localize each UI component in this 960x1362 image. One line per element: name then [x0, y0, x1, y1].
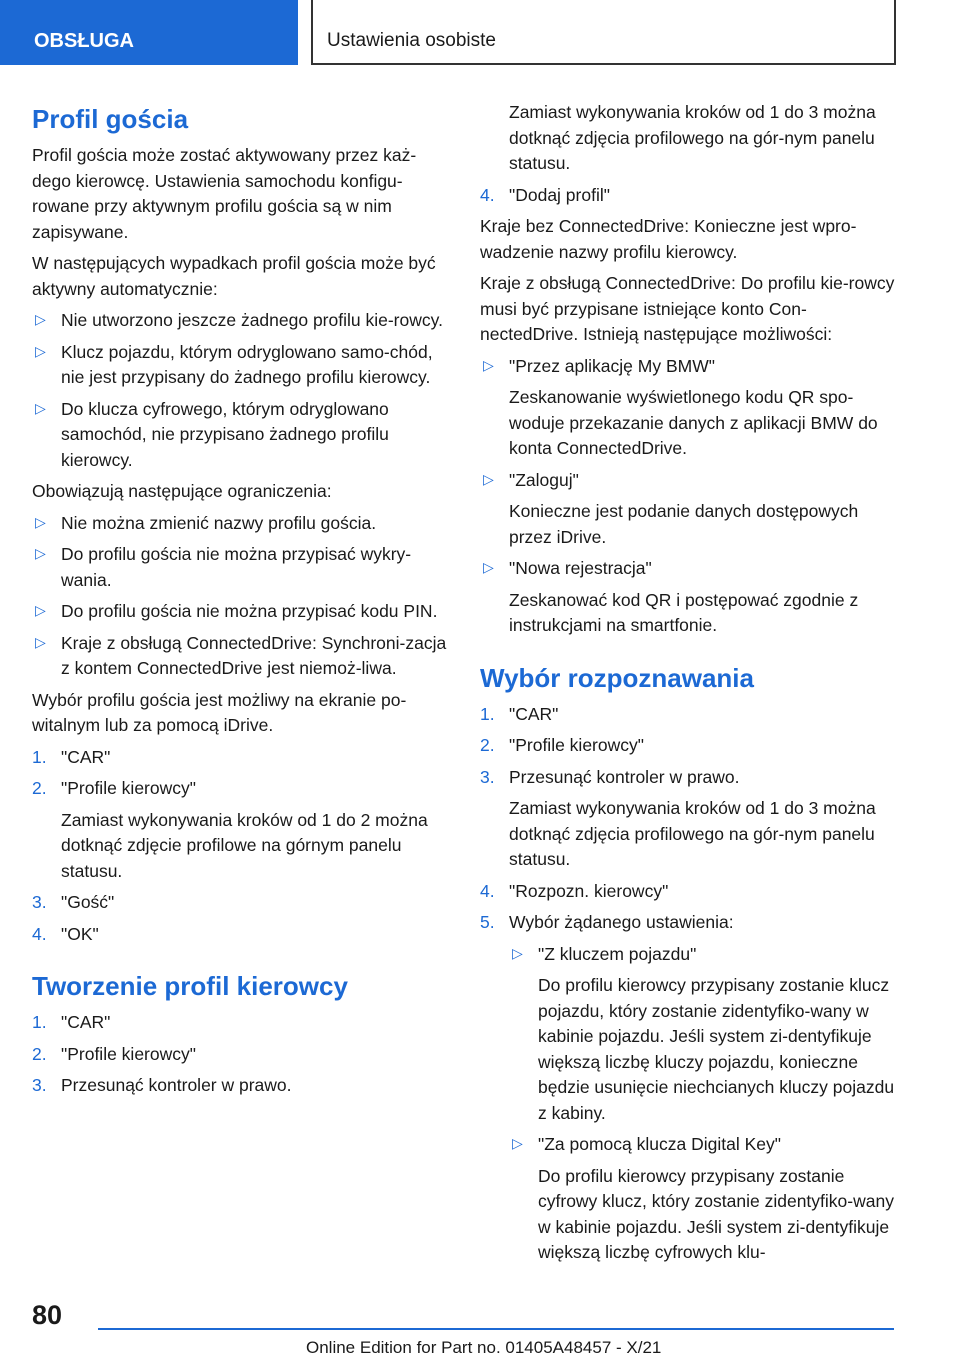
page-number: 80	[32, 1300, 63, 1330]
triangle-right-icon: ▷	[483, 356, 494, 373]
triangle-right-icon: ▷	[512, 1135, 523, 1151]
step-item: 2. "Profile kierowcy"	[480, 735, 644, 755]
list-item: ▷ Nie można zmienić nazwy profilu gościa.	[32, 511, 452, 537]
paragraph: Profil gościa może zostać aktywowany przez każ-dego kierowcę. Ustawienia samochodu konfigu-rowane przy aktywnym profilu gościa są w nim zapisywane.	[32, 145, 417, 242]
step-item: 4. "Dodaj profil"	[480, 184, 610, 205]
step-note: Zamiast wykonywania kroków od 1 do 3 można dotknąć zdjęcia profilowego na gór-nym panelu statusu.	[509, 798, 876, 869]
step-item: 4. "Rozpozn. kierowcy"	[480, 880, 669, 901]
list-item: ▷ "Przez aplikację My BMW"	[480, 354, 900, 380]
step-item: 3. Przesunąć kontroler w prawo.	[32, 1075, 292, 1095]
heading-recognition: Wybór rozpoznawania	[480, 662, 754, 693]
heading-create-profile: Tworzenie profil kierowcy	[32, 971, 348, 1001]
step-item: 1. "CAR"	[32, 746, 111, 767]
paragraph: Kraje z obsługą ConnectedDrive: Do profilu kie-rowcy musi być przypisane istniejące konto Con-nectedDrive. Istnieją następujące możliwości:	[480, 273, 895, 344]
triangle-right-icon: ▷	[35, 602, 46, 618]
triangle-right-icon: ▷	[483, 559, 494, 575]
option-description: Do profilu kierowcy przypisany zostanie klucz pojazdu, który zostanie zidentyfiko-wany w kabinie pojazdu. Jeśli system zi-dentyfikuje większą liczbę kluczy pojazdu, konieczne będzie usunięcie niechcianych kluczy pojazdu z kabiny.	[538, 975, 895, 1123]
triangle-right-icon: ▷	[35, 311, 46, 327]
step-item: 3. "Gość"	[32, 892, 115, 912]
step-item: 3. Przesunąć kontroler w prawo.	[480, 766, 740, 787]
option-description: Zeskanować kod QR i postępować zgodnie z instrukcjami na smartfonie.	[509, 589, 859, 635]
list-item: ▷ "Z kluczem pojazdu"	[509, 942, 900, 968]
triangle-right-icon: ▷	[483, 470, 494, 487]
list-item: ▷ Nie utworzono jeszcze żadnego profilu kie-rowcy.	[32, 308, 452, 334]
list-item: ▷ "Nowa rejestracja"	[480, 556, 900, 582]
step-item: 2. "Profile kierowcy"	[32, 778, 196, 798]
triangle-right-icon: ▷	[35, 633, 46, 650]
step-item: 1. "CAR"	[480, 703, 559, 724]
paragraph: Kraje bez ConnectedDrive: Konieczne jest wpro-wadzenie nazwy profilu kierowcy.	[480, 216, 857, 262]
option-description: Zeskanowanie wyświetlonego kodu QR spo-woduje przekazanie danych z aplikacji BMW do konta ConnectedDrive.	[509, 387, 878, 458]
step-item: 5. Wybór żądanego ustawienia:	[480, 912, 734, 932]
step-item: 4. "OK"	[32, 923, 99, 944]
right-column	[480, 100, 900, 1272]
triangle-right-icon: ▷	[35, 513, 46, 530]
list-item: ▷ Klucz pojazdu, którym odryglowano samo-chód, nie jest przypisany do żadnego profilu kierowcy.	[32, 340, 452, 391]
triangle-right-icon: ▷	[512, 944, 523, 961]
section-title: Ustawienia osobiste	[311, 0, 896, 65]
step-note: Zamiast wykonywania kroków od 1 do 3 można dotknąć zdjęcia profilowego na gór-nym panelu statusu.	[509, 102, 876, 173]
list-item: ▷ Kraje z obsługą ConnectedDrive: Synchroni-zacja z kontem ConnectedDrive jest niemoż-liwa.	[32, 631, 452, 682]
step-note: Zamiast wykonywania kroków od 1 do 2 można dotknąć zdjęcie profilowe na górnym panelu statusu.	[61, 809, 428, 881]
step-item: 1. "CAR"	[32, 1012, 111, 1032]
paragraph: W następujących wypadkach profil gościa może być aktywny automatycznie:	[32, 253, 436, 299]
triangle-right-icon: ▷	[35, 545, 46, 561]
paragraph: Wybór profilu gościa jest możliwy na ekranie po-witalnym lub za pomocą iDrive.	[32, 689, 407, 735]
edition-footer: Online Edition for Part no. 01405A48457 - X/21	[306, 1338, 662, 1357]
triangle-right-icon: ▷	[35, 342, 46, 359]
list-item: ▷ "Zaloguj"	[480, 468, 900, 494]
option-description: Do profilu kierowcy przypisany zostanie cyfrowy klucz, który zostanie zidentyfiko-wany w kabinie pojazdu. Jeśli system zi-dentyfikuje większą liczbę cyfrowych klu-	[538, 1165, 894, 1262]
list-item: ▷ "Za pomocą klucza Digital Key"	[509, 1132, 900, 1158]
heading-guest-profile: Profil gościa	[32, 104, 189, 134]
triangle-right-icon: ▷	[35, 399, 46, 416]
option-description: Konieczne jest podanie danych dostępowych przez iDrive.	[509, 501, 859, 547]
section-tab: OBSŁUGA	[0, 0, 298, 65]
list-item: ▷ Do klucza cyfrowego, którym odryglowano samochód, nie przypisano żadnego profilu kierowcy.	[32, 397, 452, 474]
step-item: 2. "Profile kierowcy"	[32, 1043, 196, 1064]
paragraph: Obowiązują następujące ograniczenia:	[32, 481, 332, 501]
footer-divider	[98, 1328, 894, 1330]
left-column	[32, 100, 452, 1105]
list-item: ▷ Do profilu gościa nie można przypisać wykry-wania.	[32, 542, 452, 593]
list-item: ▷ Do profilu gościa nie można przypisać kodu PIN.	[32, 599, 452, 625]
